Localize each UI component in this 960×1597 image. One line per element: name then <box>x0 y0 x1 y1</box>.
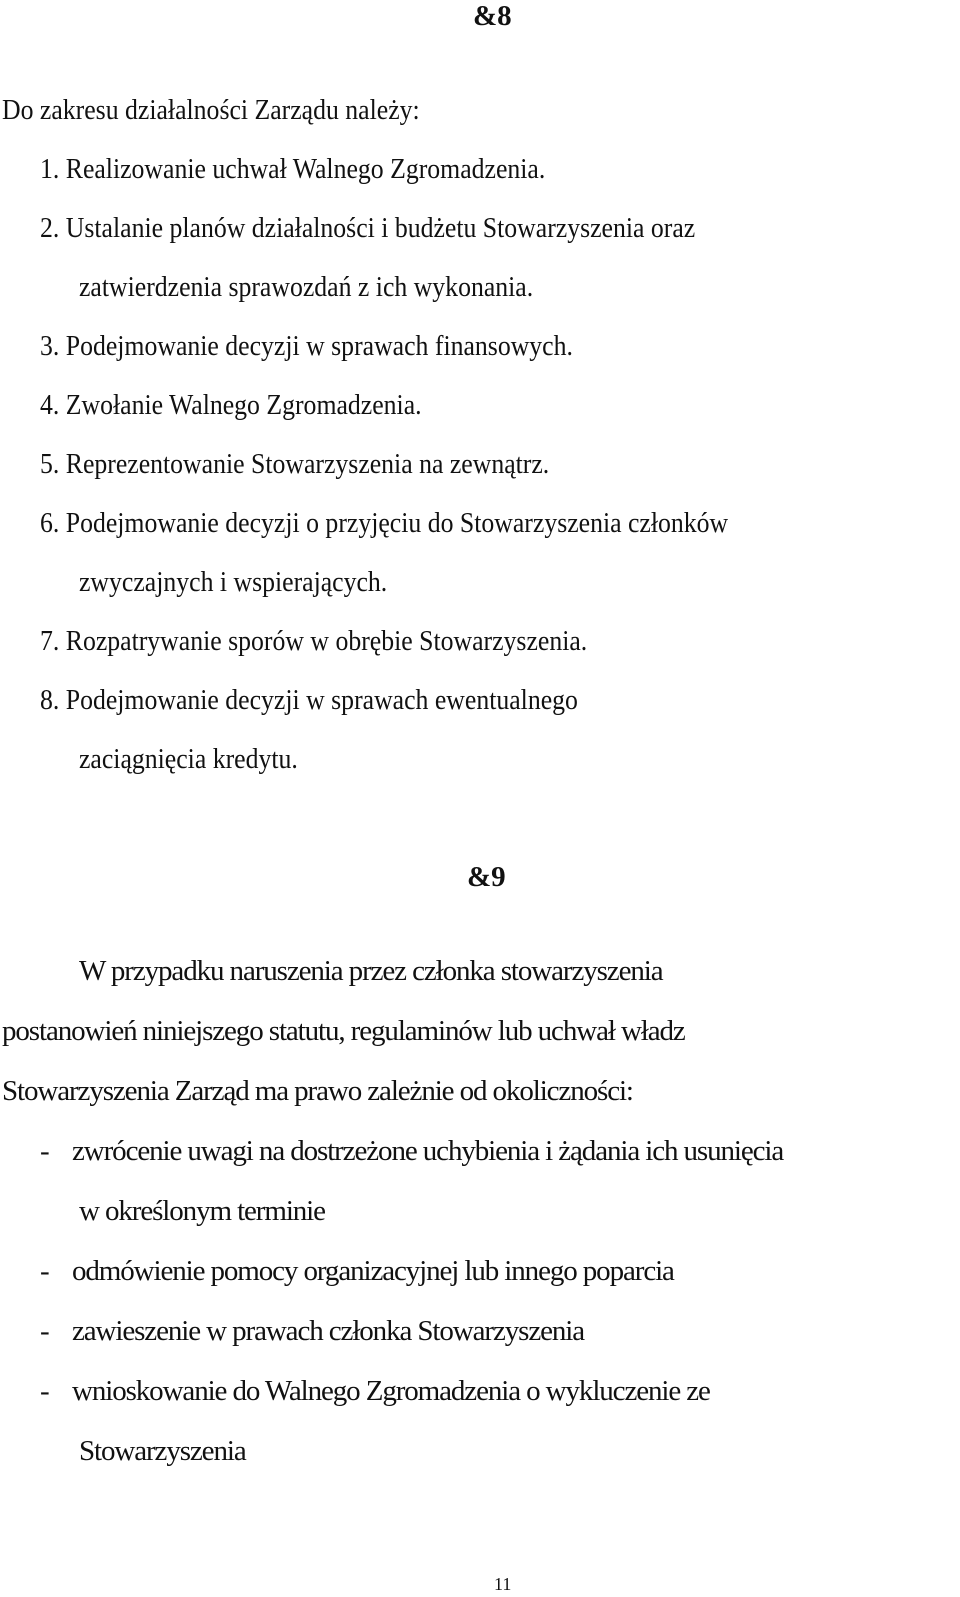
section-8-intro: Do zakresu działalności Zarządu należy: <box>2 95 420 126</box>
bullet-marker: - <box>40 1135 49 1167</box>
section-9-paragraph-line-1: W przypadku naruszenia przez członka stowarzyszenia <box>79 955 663 987</box>
bullet-item-4-continued: Stowarzyszenia <box>79 1435 246 1467</box>
list-item-3: 3. Podejmowanie decyzji w sprawach finansowych. <box>40 331 573 362</box>
section-9-paragraph-line-2: postanowień niniejszego statutu, regulaminów lub uchwał władz <box>2 1015 685 1047</box>
bullet-marker: - <box>40 1255 49 1287</box>
section-8-heading: &8 <box>473 0 512 32</box>
section-9-paragraph-line-3: Stowarzyszenia Zarząd ma prawo zależnie od okoliczności: <box>2 1075 633 1107</box>
bullet-item-1-continued: w określonym terminie <box>79 1195 325 1227</box>
list-item-4: 4. Zwołanie Walnego Zgromadzenia. <box>40 390 422 421</box>
list-item-5: 5. Reprezentowanie Stowarzyszenia na zewnątrz. <box>40 449 550 480</box>
page-number: 11 <box>494 1574 512 1594</box>
bullet-item-2: odmówienie pomocy organizacyjnej lub innego poparcia <box>72 1255 674 1287</box>
list-item-8-continued: zaciągnięcia kredytu. <box>79 744 298 775</box>
list-item-2-continued: zatwierdzenia sprawozdań z ich wykonania. <box>79 272 534 303</box>
list-item-6-continued: zwyczajnych i wspierających. <box>79 567 388 598</box>
bullet-item-1: zwrócenie uwagi na dostrzeżone uchybienia i żądania ich usunięcia <box>72 1135 784 1167</box>
bullet-marker: - <box>40 1315 49 1347</box>
list-item-8: 8. Podejmowanie decyzji w sprawach ewentualnego <box>40 685 578 716</box>
bullet-marker: - <box>40 1375 49 1407</box>
bullet-item-3: zawieszenie w prawach członka Stowarzyszenia <box>72 1315 584 1347</box>
bullet-item-4: wnioskowanie do Walnego Zgromadzenia o wykluczenie ze <box>72 1375 710 1407</box>
list-item-2: 2. Ustalanie planów działalności i budżetu Stowarzyszenia oraz <box>40 213 696 244</box>
list-item-1: 1. Realizowanie uchwał Walnego Zgromadzenia. <box>40 154 546 185</box>
list-item-7: 7. Rozpatrywanie sporów w obrębie Stowarzyszenia. <box>40 626 588 657</box>
section-9-heading: &9 <box>467 861 506 893</box>
list-item-6: 6. Podejmowanie decyzji o przyjęciu do Stowarzyszenia członków <box>40 508 729 539</box>
